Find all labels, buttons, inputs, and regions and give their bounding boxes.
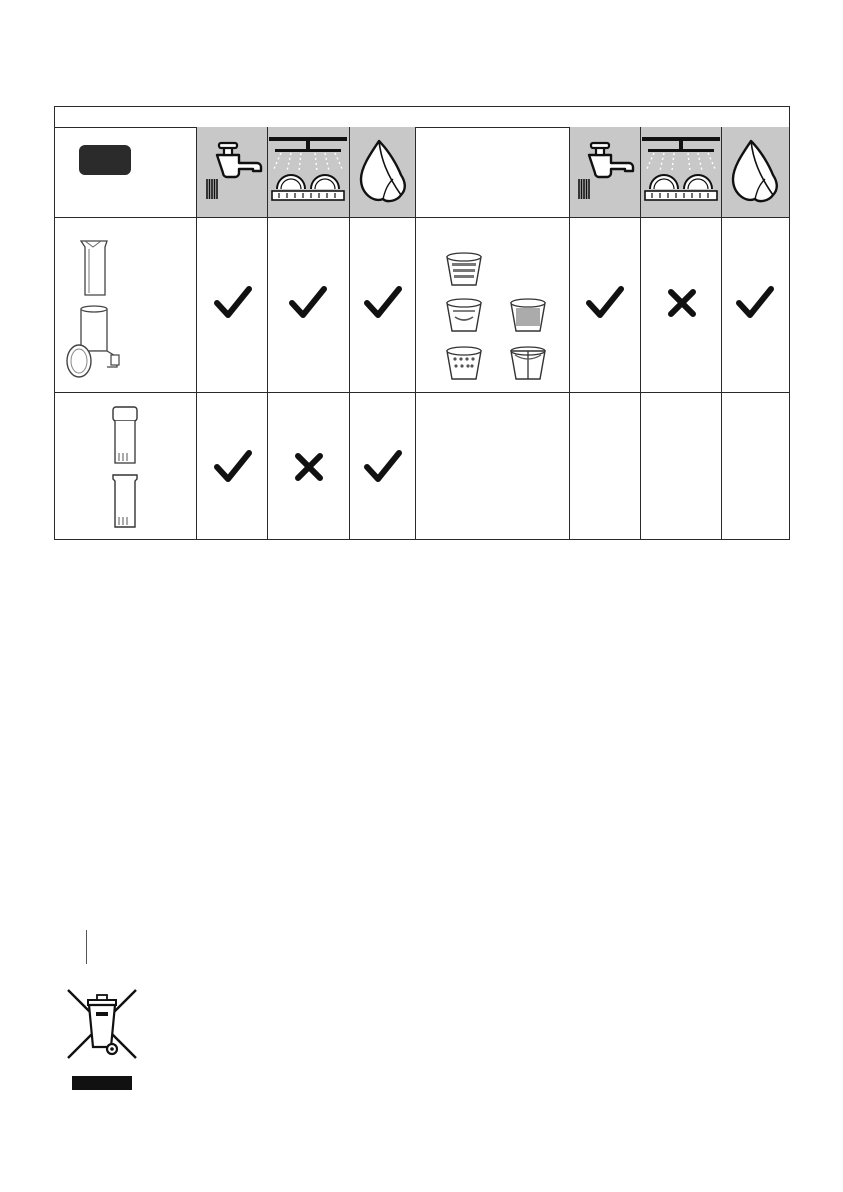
dishwasher-icon <box>642 135 720 205</box>
drum-cone-icon <box>507 297 549 335</box>
water-tap-icon <box>203 137 263 203</box>
weee-black-bar <box>72 1076 132 1090</box>
cleaning-table <box>54 106 790 540</box>
cross-mark <box>293 451 325 483</box>
crossed-out-wheelie-bin-icon <box>64 986 140 1066</box>
table-top-strip <box>55 107 789 128</box>
pusher-icon <box>75 237 115 299</box>
check-mark <box>213 285 253 321</box>
margin-rule <box>86 930 87 964</box>
check-mark <box>585 285 625 321</box>
section-badge <box>79 145 131 175</box>
check-mark <box>213 449 253 485</box>
drum-cone-icon <box>443 345 485 383</box>
drum-cone-icon <box>443 251 485 289</box>
slicer-shredder-attachment-icon <box>61 305 125 383</box>
cloth-wipe-icon <box>729 139 781 207</box>
sleeve-insert-icon <box>109 403 141 469</box>
water-tap-icon <box>575 137 635 203</box>
check-mark <box>735 285 775 321</box>
dishwasher-icon <box>269 135 347 205</box>
check-mark <box>363 449 403 485</box>
check-mark <box>363 285 403 321</box>
drum-cone-icon <box>443 297 485 335</box>
sleeve-insert-icon <box>109 471 141 533</box>
check-mark <box>288 285 328 321</box>
drum-cone-icon <box>507 345 549 383</box>
cross-mark <box>666 287 698 319</box>
cloth-wipe-icon <box>357 139 409 207</box>
